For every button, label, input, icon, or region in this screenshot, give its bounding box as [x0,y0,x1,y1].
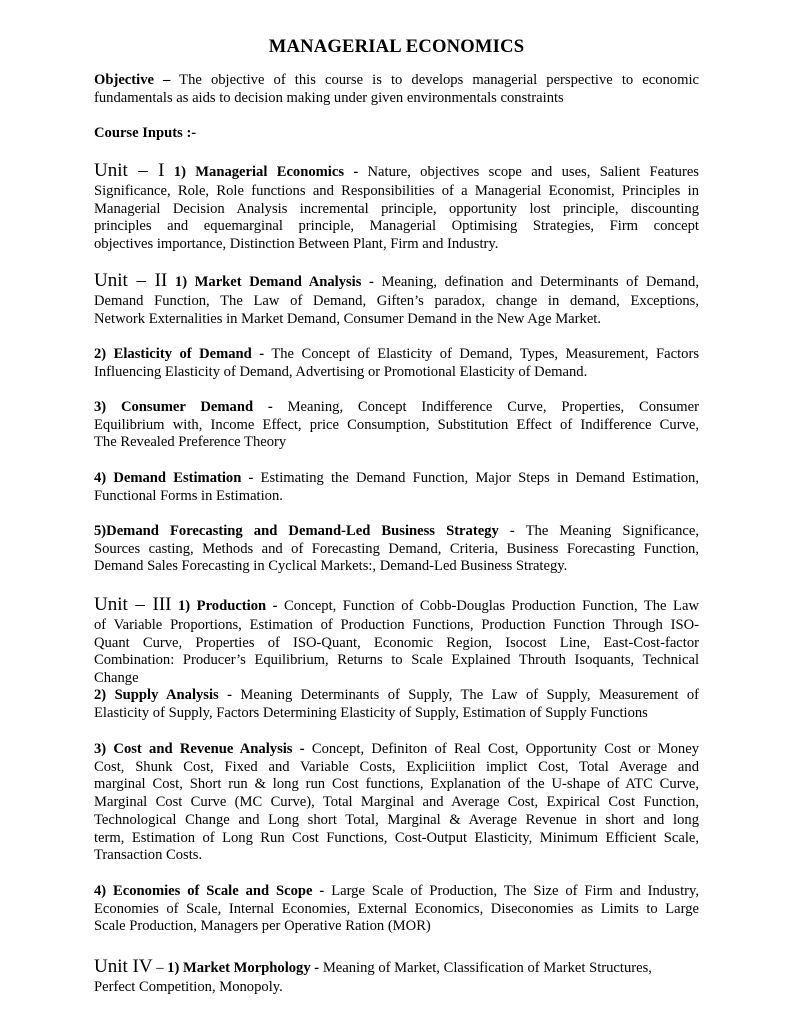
consumer-demand-heading: 3) Consumer Demand - [94,399,273,415]
unit-3-heading: 1) Production - [171,598,278,614]
demand-forecasting-heading: 5)Demand Forecasting and Demand-Led Business Strategy - [94,523,515,539]
objective-paragraph [94,72,699,107]
supply-analysis-section: 2) Supply Analysis - Meaning Determinants of Supply, The Law of Supply, Measurement of Elasticity of Supply, Factors Determining Elasticity of Supply, Estimation of Supply Functions [94,687,699,721]
unit-1-section: Unit – I 1) Managerial Economics - Nature, objectives scope and uses, Salient Features Significance, Role, Role functions and Responsibilities of a Managerial Economist, Principles in Managerial Decision Analysis incremental principle, opportunity lost principle, discounting principles and equemarginal principle, Managerial Optimising Strategies, Firm concept objectives importance, Distinction Between Plant, Firm and Industry. [94,160,699,253]
unit-4-section: Unit IV – 1) Market Morphology - Meaning of Market, Classification of Market Structures, Perfect Competition, Monopoly. [94,956,652,995]
unit-4-label: Unit IV [94,956,153,977]
demand-estimation-heading: 4) Demand Estimation - [94,470,254,486]
unit-2-label: Unit – II [94,270,168,291]
demand-estimation-section: 4) Demand Estimation - Estimating the Demand Function, Major Steps in Demand Estimation, Functional Forms in Estimation. [94,470,699,504]
demand-forecasting-section: 5)Demand Forecasting and Demand-Led Business Strategy - The Meaning Significance, Sources casting, Methods and of Forecasting Demand, Criteria, Business Forecasting Function, Demand Sales Forecasting in Cyclical Markets:, Demand-Led Business Strategy. [94,523,699,575]
unit-1-heading: Managerial Economics - [195,164,359,180]
unit-4-heading: 1) Market Morphology - [167,960,320,976]
unit-3-label: Unit – III [94,594,172,615]
supply-analysis-heading: 2) Supply Analysis - [94,687,232,703]
unit-3-section: Unit – III 1) Production - Concept, Function of Cobb-Douglas Production Function, The Law of Variable Proportions, Estimation of Production Functions, Production Function Through ISO- Quant Curve, Properties of ISO-Quant, Economic Region, Isocost Line, East-Cost-factor Combination: Producer’s Equilibrium, Returns to Scale Explained Throuth Isoquants, Technical Change [94,594,699,687]
elasticity-heading: 2) Elasticity of Demand - [94,346,265,362]
page-title: MANAGERIAL ECONOMICS [268,36,525,57]
unit-2-section: Unit – II 1) Market Demand Analysis - Meaning, defination and Determinants of Demand, Demand Function, The Law of Demand, Giften’s paradox, change in demand, Exceptions, Network Externalities in Market Demand, Consumer Demand in the New Age Market. [94,270,699,327]
objective-text-line2: fundamentals as aids to decision making under given environmentals constraints [94,89,564,106]
cost-revenue-section: 3) Cost and Revenue Analysis - Concept, Definiton of Real Cost, Opportunity Cost or Money Cost, Shunk Cost, Fixed and Variable Costs, Expliciition implict Cost, Total Average and marginal Cost, Short run & long run Cost functions, Explanation of the U-shape of ATC Curve, Marginal Cost Curve (MC Curve), Total Marginal and Average Cost, Expirical Cost Function, Technological Change and Long short Total, Marginal & Average Revenue in short and long term, Estimation of Long Run Cost Functions, Cost-Output Elasticity, Minimum Efficient Scale, Transaction Costs. [94,741,699,864]
consumer-demand-section: 3) Consumer Demand - Meaning, Concept Indifference Curve, Properties, Consumer Equilibrium with, Income Effect, price Consumption, Substitution Effect of Indifference Curve, The Revealed Preference Theory [94,399,699,451]
economies-of-scale-section: 4) Economies of Scale and Scope - Large Scale of Production, The Size of Firm and Industry, Economies of Scale, Internal Economies, External Economics, Diseconomies as Limits to Large Scale Production, Managers per Operative Ration (MOR) [94,883,699,935]
objective-label: Objective – [94,72,171,88]
elasticity-section: 2) Elasticity of Demand - The Concept of Elasticity of Demand, Types, Measurement, Factors Influencing Elasticity of Demand, Advertising or Promotional Elasticity of Demand. [94,346,699,380]
objective-text: The objective of this course is to develops managerial perspective to economic [170,72,699,88]
economies-of-scale-heading: 4) Economies of Scale and Scope - [94,883,325,899]
unit-1-label: Unit – I [94,160,165,181]
course-inputs-heading: Course Inputs :- [94,125,197,141]
cost-revenue-heading: 3) Cost and Revenue Analysis - [94,741,305,757]
unit-2-heading: 1) Market Demand Analysis - [167,274,374,290]
